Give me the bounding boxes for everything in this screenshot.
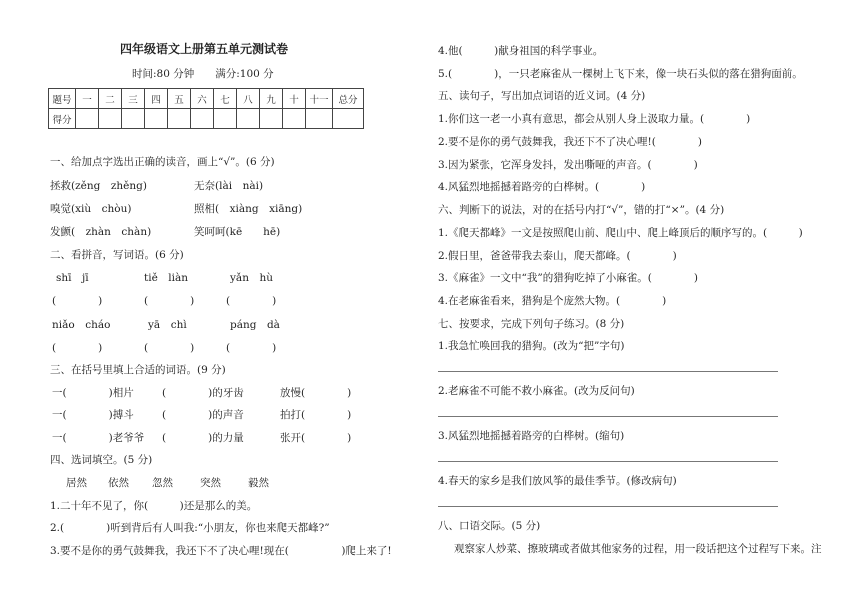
table-cell: 五	[168, 89, 191, 109]
score-cell[interactable]	[260, 109, 283, 129]
answer-bracket[interactable]: ( )	[52, 295, 103, 307]
score-cell[interactable]	[191, 109, 214, 129]
question-text: 2.( )听到背后有人叫我:“小朋友，你也来爬天都峰?”	[50, 522, 330, 534]
score-cell[interactable]	[145, 109, 168, 129]
fill-word-item[interactable]: 一( )老爷爷	[52, 432, 145, 444]
score-cell[interactable]	[99, 109, 122, 129]
fill-word-item[interactable]: 一( )相片	[52, 387, 134, 399]
section-1-heading: 一、给加点字选出正确的读音，画上“√”。(6 分)	[50, 156, 275, 168]
table-cell: 题号	[49, 89, 76, 109]
score-table-score-row	[49, 109, 364, 129]
fill-word-item[interactable]: 放慢( )	[280, 387, 352, 399]
pronunciation-item: 嗅觉(xiù chòu)	[50, 203, 132, 215]
score-cell[interactable]	[76, 109, 99, 129]
table-cell: 得分	[49, 109, 76, 129]
section-2-heading: 二、看拼音，写词语。(6 分)	[50, 249, 184, 261]
word-option: 忽然	[152, 477, 173, 489]
section-8-heading: 八、口语交际。(5 分)	[438, 520, 541, 532]
section-7-heading: 七、按要求，完成下列句子练习。(8 分)	[438, 318, 625, 330]
exam-title: 四年级语文上册第五单元测试卷	[120, 42, 289, 56]
score-table-header-row	[49, 89, 364, 109]
question-text: 1.我急忙唤回我的猎狗。(改为“把”字句)	[438, 340, 625, 352]
table-cell: 九	[260, 89, 283, 109]
pronunciation-item: 照相( xiàng xiāng)	[194, 203, 303, 215]
table-cell: 十	[283, 89, 306, 109]
answer-line[interactable]	[438, 416, 778, 417]
pronunciation-item: 无奈(lài nài)	[194, 180, 264, 192]
pinyin-item: yā chì	[148, 319, 187, 331]
question-text: 3.《麻雀》一文中“我”的猎狗吃掉了小麻雀。( )	[438, 272, 698, 284]
table-cell: 三	[122, 89, 145, 109]
question-text: 4.在老麻雀看来，猎狗是个庞然大物。( )	[438, 295, 667, 307]
exam-meta: 时间:80 分钟 满分:100 分	[132, 68, 274, 80]
section-5-heading: 五、读句子，写出加点词语的近义词。(4 分)	[438, 90, 646, 102]
table-cell: 二	[99, 89, 122, 109]
answer-line[interactable]	[438, 506, 778, 507]
table-cell: 八	[237, 89, 260, 109]
score-cell[interactable]	[168, 109, 191, 129]
fill-word-item[interactable]: 拍打( )	[280, 409, 352, 421]
score-cell[interactable]	[333, 109, 364, 129]
score-cell[interactable]	[214, 109, 237, 129]
question-text: 1.二十年不见了，你( )还是那么的美。	[50, 500, 258, 512]
pinyin-item: niǎo cháo	[52, 319, 111, 331]
question-text: 2.要不是你的勇气鼓舞我，我还下不了决心哩!( )	[438, 136, 702, 148]
pinyin-item: páng dà	[230, 319, 280, 331]
answer-bracket[interactable]: ( )	[226, 342, 277, 354]
score-cell[interactable]	[306, 109, 333, 129]
score-cell[interactable]	[283, 109, 306, 129]
word-option: 依然	[108, 477, 129, 489]
section-3-heading: 三、在括号里填上合适的词语。(9 分)	[50, 364, 226, 376]
answer-bracket[interactable]: ( )	[226, 295, 277, 307]
question-text: 4.他( )献身祖国的科学事业。	[438, 45, 604, 57]
pronunciation-item: 笑呵呵(kē hē)	[194, 226, 281, 238]
question-text: 5.( )，一只老麻雀从一棵树上飞下来，像一块石头似的落在猎狗面前。	[438, 68, 803, 80]
answer-bracket[interactable]: ( )	[144, 342, 195, 354]
table-cell: 六	[191, 89, 214, 109]
word-option: 毅然	[248, 477, 269, 489]
answer-bracket[interactable]: ( )	[144, 295, 195, 307]
word-option: 居然	[66, 477, 87, 489]
paragraph-text: 观察家人炒菜、擦玻璃或者做其他家务的过程，用一段话把这个过程写下来。注	[454, 543, 822, 555]
question-text: 1.你们这一老一小真有意思，都会从别人身上汲取力量。( )	[438, 113, 751, 125]
question-text: 2.老麻雀不可能不救小麻雀。(改为反问句)	[438, 385, 635, 397]
answer-line[interactable]	[438, 371, 778, 372]
fill-word-item[interactable]: 张开( )	[280, 432, 352, 444]
answer-bracket[interactable]: ( )	[52, 342, 103, 354]
fill-word-item[interactable]: ( )的声音	[162, 409, 244, 421]
word-option: 突然	[200, 477, 221, 489]
question-text: 1.《爬天都峰》一文是按照爬山前、爬山中、爬上峰顶后的顺序写的。( )	[438, 227, 803, 239]
pinyin-item: shī jī	[56, 272, 89, 284]
section-6-heading: 六、判断下的说法，对的在括号内打“√”，错的打“×”。(4 分)	[438, 204, 725, 216]
table-cell: 十一	[306, 89, 333, 109]
table-cell: 四	[145, 89, 168, 109]
pronunciation-item: 拯救(zěng zhěng)	[50, 180, 147, 192]
fill-word-item[interactable]: 一( )搏斗	[52, 409, 134, 421]
table-cell: 一	[76, 89, 99, 109]
question-text: 3.风猛烈地摇撼着路旁的白桦树。(缩句)	[438, 430, 625, 442]
pinyin-item: tiě liàn	[144, 272, 189, 284]
score-table	[48, 88, 364, 129]
score-cell[interactable]	[122, 109, 145, 129]
section-4-heading: 四、选词填空。(5 分)	[50, 454, 153, 466]
question-text: 4.风猛烈地摇撼着路旁的白桦树。( )	[438, 181, 646, 193]
question-text: 3.要不是你的勇气鼓舞我，我还下不了决心哩!现在( )爬上来了!	[50, 545, 392, 557]
fill-word-item[interactable]: ( )的力量	[162, 432, 244, 444]
pinyin-item: yǎn hù	[230, 272, 273, 284]
table-cell: 总分	[333, 89, 364, 109]
fill-word-item[interactable]: ( )的牙齿	[162, 387, 244, 399]
question-text: 3.因为紧张，它浑身发抖，发出嘶哑的声音。( )	[438, 159, 698, 171]
question-text: 4.春天的家乡是我们放风筝的最佳季节。(修改病句)	[438, 475, 677, 487]
answer-line[interactable]	[438, 461, 778, 462]
table-cell: 七	[214, 89, 237, 109]
pronunciation-item: 发颤( zhàn chàn)	[50, 226, 152, 238]
question-text: 2.假日里，爸爸带我去泰山，爬天都峰。( )	[438, 250, 677, 262]
score-cell[interactable]	[237, 109, 260, 129]
